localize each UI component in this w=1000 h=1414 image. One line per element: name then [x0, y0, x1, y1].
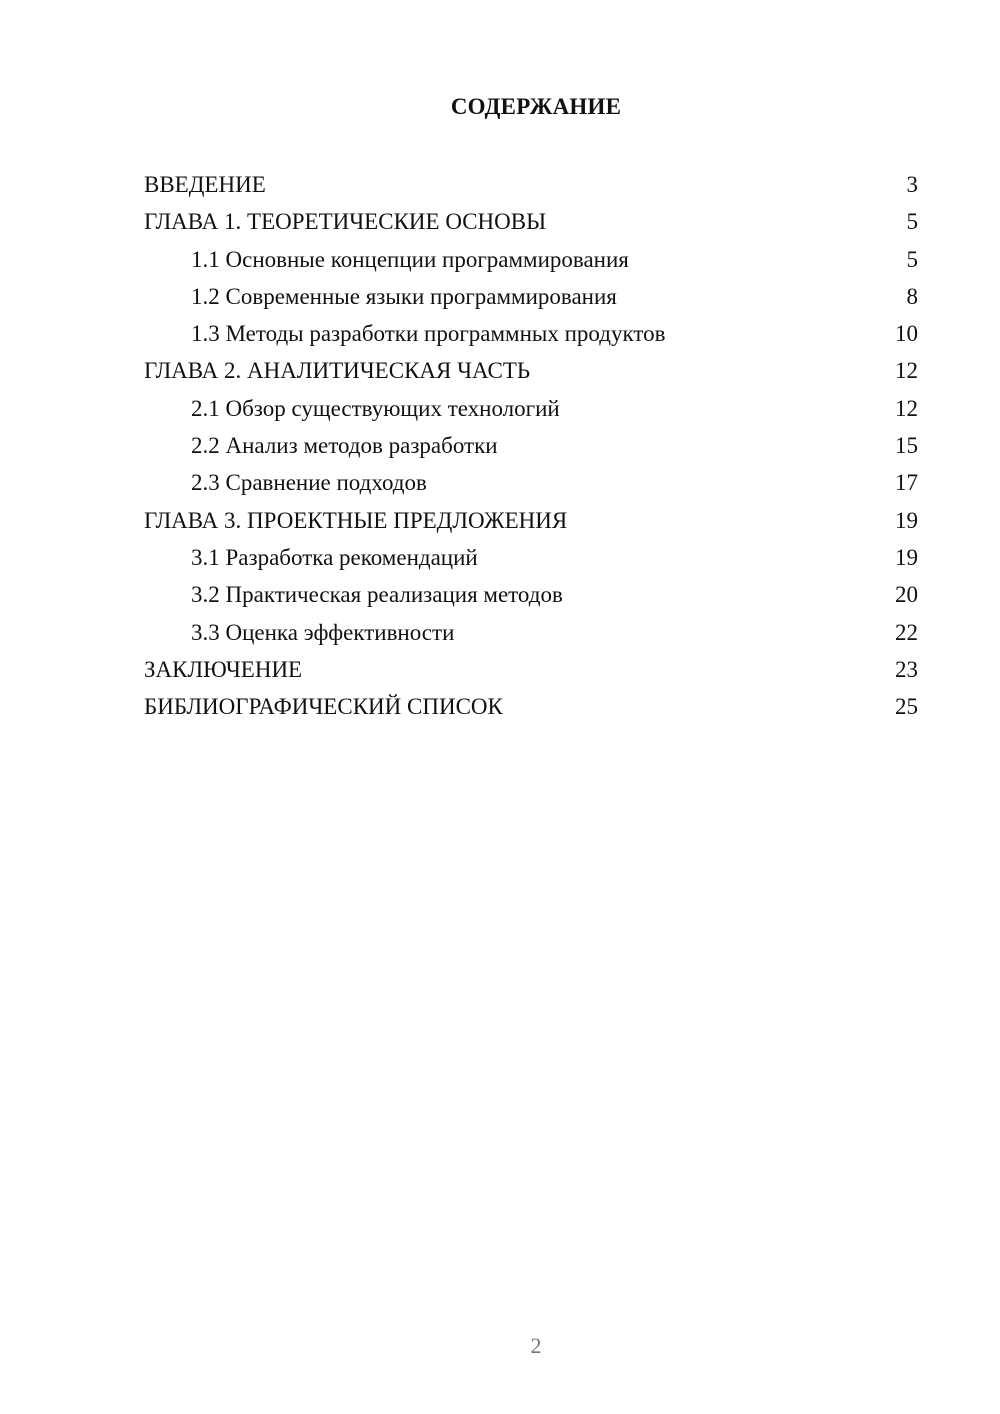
- toc-entry[interactable]: [144, 166, 918, 203]
- toc-entry-label: ГЛАВА 3. ПРОЕКТНЫЕ ПРЕДЛОЖЕНИЯ: [144, 507, 568, 533]
- toc-entry-page: 12: [895, 395, 918, 421]
- toc-entry-label: ГЛАВА 1. ТЕОРЕТИЧЕСКИЕ ОСНОВЫ: [144, 209, 547, 235]
- toc-entry-page: 15: [895, 433, 918, 459]
- toc-entry[interactable]: [144, 352, 918, 389]
- toc-entry-label: 2.2 Анализ методов разработки: [191, 433, 498, 459]
- page-title: СОДЕРЖАНИЕ: [450, 94, 622, 119]
- toc-subentry[interactable]: [144, 427, 918, 464]
- table-of-contents: [144, 166, 918, 725]
- toc-entry-page: 8: [906, 283, 918, 309]
- toc-entry-page: 12: [895, 358, 918, 384]
- toc-entry-label: 1.3 Методы разработки программных продуктов: [191, 321, 666, 347]
- toc-entry-label: БИБЛИОГРАФИЧЕСКИЙ СПИСОК: [144, 694, 503, 720]
- toc-subentry[interactable]: [144, 614, 918, 651]
- toc-entry-page: 25: [895, 694, 918, 720]
- toc-entry-page: 10: [895, 321, 918, 347]
- toc-subentry[interactable]: [144, 464, 918, 501]
- toc-subentry[interactable]: [144, 390, 918, 427]
- page-number: 2: [530, 1333, 542, 1358]
- toc-subentry[interactable]: [144, 315, 918, 352]
- toc-entry-page: 17: [895, 470, 918, 496]
- toc-entry-page: 22: [895, 619, 918, 645]
- toc-entry-page: 3: [906, 172, 918, 197]
- toc-subentry[interactable]: [144, 576, 918, 613]
- toc-entry-page: 19: [895, 507, 918, 533]
- toc-entry-label: 3.3 Оценка эффективности: [191, 619, 455, 645]
- toc-entry-label: 3.2 Практическая реализация методов: [191, 582, 563, 608]
- toc-entry-page: 23: [895, 656, 918, 682]
- toc-entry[interactable]: [144, 688, 918, 725]
- toc-entry-label: 2.1 Обзор существующих технологий: [191, 395, 560, 421]
- toc-entry-label: 2.3 Сравнение подходов: [191, 470, 427, 496]
- toc-entry-page: 5: [906, 209, 918, 235]
- toc-entry-label: ГЛАВА 2. АНАЛИТИЧЕСКАЯ ЧАСТЬ: [144, 358, 531, 384]
- toc-entry-label: ВВЕДЕНИЕ: [144, 172, 266, 197]
- toc-entry-label: 3.1 Разработка рекомендаций: [191, 544, 478, 570]
- toc-entry-label: ЗАКЛЮЧЕНИЕ: [144, 656, 303, 682]
- toc-subentry[interactable]: [144, 241, 918, 278]
- toc-subentry[interactable]: [144, 278, 918, 315]
- toc-entry-page: 20: [895, 582, 918, 608]
- toc-entry[interactable]: [144, 502, 918, 539]
- toc-entry-page: 19: [895, 544, 918, 570]
- toc-entry-page: 5: [906, 246, 918, 272]
- toc-entry-label: 1.1 Основные концепции программирования: [191, 246, 629, 272]
- toc-entry[interactable]: [144, 203, 918, 240]
- toc-subentry[interactable]: [144, 539, 918, 576]
- toc-entry-label: 1.2 Современные языки программирования: [191, 283, 617, 309]
- toc-entry[interactable]: [144, 651, 918, 688]
